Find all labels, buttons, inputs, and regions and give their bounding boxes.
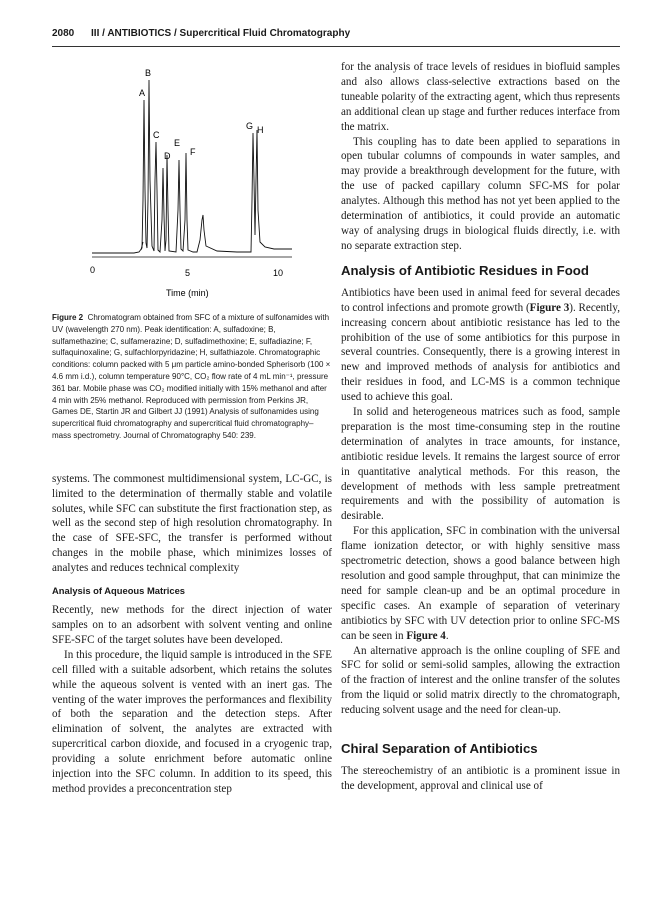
right-paragraph-3 (341, 286, 620, 405)
text-span: For this application, SFC in combination with the universal flame ionization detector, or with highly sensitive mass spectrometric detection, shows a good balance between high resolution and good sample throughput, that can minimize the need for sample clean-up and be an optimal procedure in specific cases. An example of separation of veterinary antibiotics by SFC with UV detection prior to online SFC-MS can be seen in (341, 525, 620, 642)
figure-4-link[interactable]: Figure 4 (406, 629, 446, 642)
right-paragraph-5 (341, 524, 620, 643)
x-tick-10: 10 (273, 268, 284, 278)
peak-label-g: G (246, 121, 254, 131)
figure-caption-text: Chromatogram obtained from SFC of a mixture of sulfonamides with UV (wavelength 270 nm). Peak identification: A, sulfadoxine; B, sulfamethazine; C, sulfamerazine; D, sulfadimethoxine; E, sulfadiazine; F, sulfaquinoxaline; G, sulfachlorpyridazine; H, sulfathiazole. Chromatographic conditions: column packed with 5 μm particle amino-bonded Spherisorb (100 × 4.6 mm i.d.), column temperature 90°C, CO₂ flow rate of 4 mL min⁻¹, pressure 361 bar. Mobile phase was CO₂ modified initially with 15% methanol and after 4 min with 25% methanol. Reproduced with permission from Perkins JR, Games DE, Startin JR and Gilbert JJ (1991) Analysis of sulfonamides using supercritical fluid chromatography and supercritical fluid chromatography–mass spectrometry. Journal of Chromatography 540: 239. (52, 313, 331, 440)
x-tick-0: 0 (90, 265, 96, 275)
left-paragraph-2: Recently, new methods for the direct injection of water samples on to an adsorbent with solvent venting and online SFE-SFC of the target solutes have been developed. (52, 604, 332, 646)
text-span: Antibiotics have been used in animal feed for several decades to control infections and promote growth ( (341, 286, 620, 314)
text-span: ). Recently, increasing concern about antibiotic resistance has led to the prohibition of the use of some antibiotics for this purpose in several countries. Consequently, there is a growing interest in new and improved methods of analysis for antibiotics and their residues in food, and LC-MS is a common technique used to achieve this goal. (341, 301, 620, 404)
section-heading-aqueous: Analysis of Aqueous Matrices (52, 585, 186, 597)
left-paragraph-3: In this procedure, the liquid sample is introduced in the SFE cell filled with a suitable adsorbent, which retains the solutes while the aqueous solvent is vented with an inert gas. The venting of the water improves the performances and flexibility of both the separation and the detection steps. After elimination of solvent, the analytes are extracted with supercritical carbon dioxide, and focused in a cryogenic trap, providing a solute enrichment before automatic online injection into the SFC column. In addition to its speed, this method provides a preconcentration step (52, 648, 332, 795)
peak-label-e: E (174, 138, 181, 148)
running-title: III / ANTIBIOTICS / Supercritical Fluid Chromatography (91, 28, 351, 39)
chromatogram (52, 60, 332, 300)
right-paragraph-7: The stereochemistry of an antibiotic is a prominent issue in the development, approval and clinical use of (341, 765, 620, 792)
peak-label-h: H (257, 125, 264, 135)
left-column (52, 60, 332, 797)
figure-3-link[interactable]: Figure 3 (529, 301, 570, 314)
chromatogram-trace (92, 80, 292, 253)
right-column (341, 60, 620, 794)
x-axis-label: Time (min) (166, 288, 209, 298)
figure-label: Figure 2 (52, 313, 84, 322)
peak-label-a: A (139, 88, 146, 98)
right-paragraph-4: In solid and heterogeneous matrices such as food, sample preparation is the most time-consuming step in the routine determination of analytes in trace amounts, for instance, antibiotic residue levels. It remains the largest source of error in quantitative analytical methods. For this reason, the development of methods with less sample pretreatment requirements and with the possibility of automation is desirable. (341, 406, 620, 523)
x-tick-5: 5 (185, 268, 191, 278)
left-paragraph-1: systems. The commonest multidimensional system, LC-GC, is limited to the determination of thermally stable and volatile solutes, while SFC can substitute the first fractionation step, as well as the second step of high resolution chromatography. In the case of SFE-SFC, the transfer is performed without changes in the mobile phase, which minimizes losses of analytes and reduces technical complexity (52, 472, 332, 575)
peak-label-d: D (164, 151, 171, 161)
peak-label-c: C (153, 130, 160, 140)
text-span: . (445, 629, 449, 642)
right-paragraph-2: This coupling has to date been applied to separations in open tubular columns of compounds in water samples, and may provide a breakthrough development for the future, with the use of packed capillary column SFC-MS for polar analytes. Although this method has not yet been applied to the determination of antibiotics, it could provide an automatic way of analysing drugs in biological fluids directly, i.e. with no separate extraction step. (341, 135, 620, 252)
right-paragraph-1: for the analysis of trace levels of residues in biofluid samples and also allows class-selective extractions based on the tuneable polarity of the extracting agent, which thus represents an additional clean up stage and further reduces interface from the matrix. (341, 61, 620, 133)
section-heading-residues-food: Analysis of Antibiotic Residues in Food (341, 262, 589, 278)
right-paragraph-6: An alternative approach is the online coupling of SFE and SFC for solid or semi-solid samples, allowing the extraction of the fraction of interest and the online transfer of the solutes from the liquid or solid matrix directly to the chromatograph, reducing solvent usage and the need for clean-up. (341, 644, 620, 717)
page-number: 2080 (52, 28, 75, 39)
figure-caption (52, 312, 332, 442)
section-heading-chiral: Chiral Separation of Antibiotics (341, 741, 538, 757)
peak-label-b: B (145, 68, 152, 78)
figure-2 (52, 60, 332, 300)
peak-label-f: F (190, 147, 196, 157)
running-header (52, 28, 620, 47)
